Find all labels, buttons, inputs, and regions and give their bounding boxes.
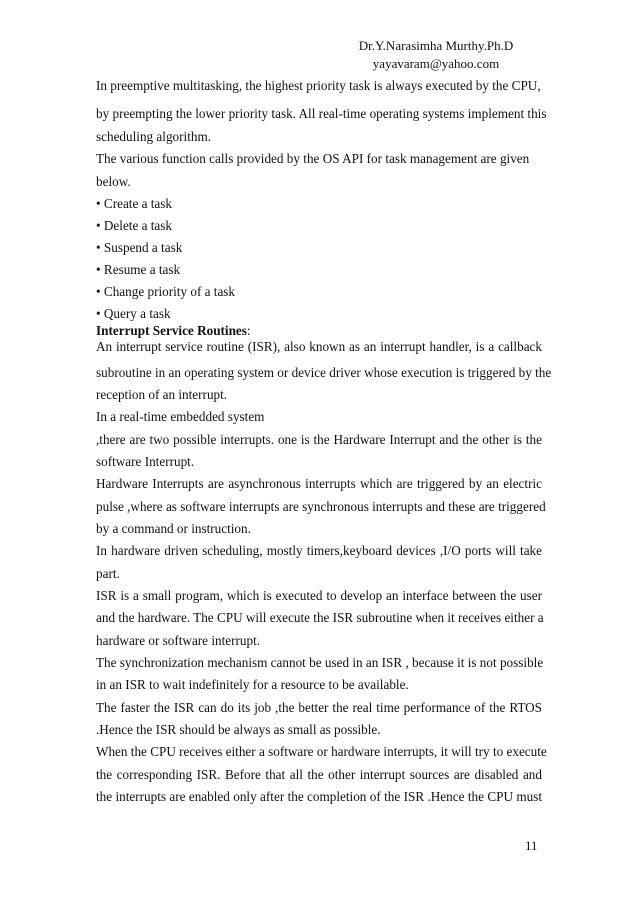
text-line: the corresponding ISR. Before that all the other interrupt sources are disabled and [96, 767, 542, 782]
text-line: in an ISR to wait indefinitely for a resource to be available. [96, 677, 409, 692]
text-line: ISR is a small program, which is executed to develop an interface between the user [96, 588, 542, 603]
page-number: 11 [525, 838, 538, 853]
text-line: The faster the ISR can do its job ,the better the real time performance of the RTOS [96, 700, 542, 715]
text-line: subroutine in an operating system or device driver whose execution is triggered by the [96, 365, 552, 380]
text-line: An interrupt service routine (ISR), also known as an interrupt handler, is a callback [96, 339, 542, 354]
text-line: by a command or instruction. [96, 521, 251, 536]
text-line: by preempting the lower priority task. All real-time operating systems implement this [96, 106, 547, 121]
text-line: The various function calls provided by the OS API for task management are given [96, 151, 530, 166]
list-item: • Resume a task [96, 262, 181, 277]
text-line: Hardware Interrupts are asynchronous interrupts which are triggered by an electric [96, 476, 542, 491]
text-line: The synchronization mechanism cannot be used in an ISR , because it is not possible [96, 655, 544, 670]
list-item: • Change priority of a task [96, 284, 236, 299]
heading-colon: : [246, 323, 251, 338]
text-line: the interrupts are enabled only after the completion of the ISR .Hence the CPU must [96, 789, 542, 804]
text-line: software Interrupt. [96, 454, 195, 469]
page-header [326, 37, 546, 73]
text-line: In a real-time embedded system [96, 409, 265, 424]
text-line: hardware or software interrupt. [96, 633, 261, 648]
text-line: ,there are two possible interrupts. one is the Hardware Interrupt and the other is the [96, 432, 542, 447]
section-heading [96, 323, 542, 339]
list-item: • Delete a task [96, 218, 173, 233]
text-line: reception of an interrupt. [96, 387, 228, 402]
text-line: In preemptive multitasking, the highest priority task is always executed by the CPU, [96, 78, 541, 93]
text-line: pulse ,where as software interrupts are synchronous interrupts and these are triggered [96, 499, 546, 514]
text-line: In hardware driven scheduling, mostly timers,keyboard devices ,I/O ports will take [96, 543, 542, 558]
author-name: Dr.Y.Narasimha Murthy.Ph.D [358, 38, 514, 53]
list-item: • Query a task [96, 306, 171, 321]
author-email: yayavaram@yahoo.com [372, 56, 500, 71]
text-line: scheduling algorithm. [96, 129, 212, 144]
text-line: When the CPU receives either a software or hardware interrupts, it will try to execute [96, 744, 547, 759]
text-line: and the hardware. The CPU will execute the ISR subroutine when it receives either a [96, 610, 544, 625]
text-line: .Hence the ISR should be always as small as possible. [96, 722, 381, 737]
list-item: • Create a task [96, 196, 173, 211]
text-line: part. [96, 566, 120, 581]
list-item: • Suspend a task [96, 240, 183, 255]
section-heading-text: Interrupt Service Routines [96, 323, 247, 338]
text-line: below. [96, 174, 131, 189]
